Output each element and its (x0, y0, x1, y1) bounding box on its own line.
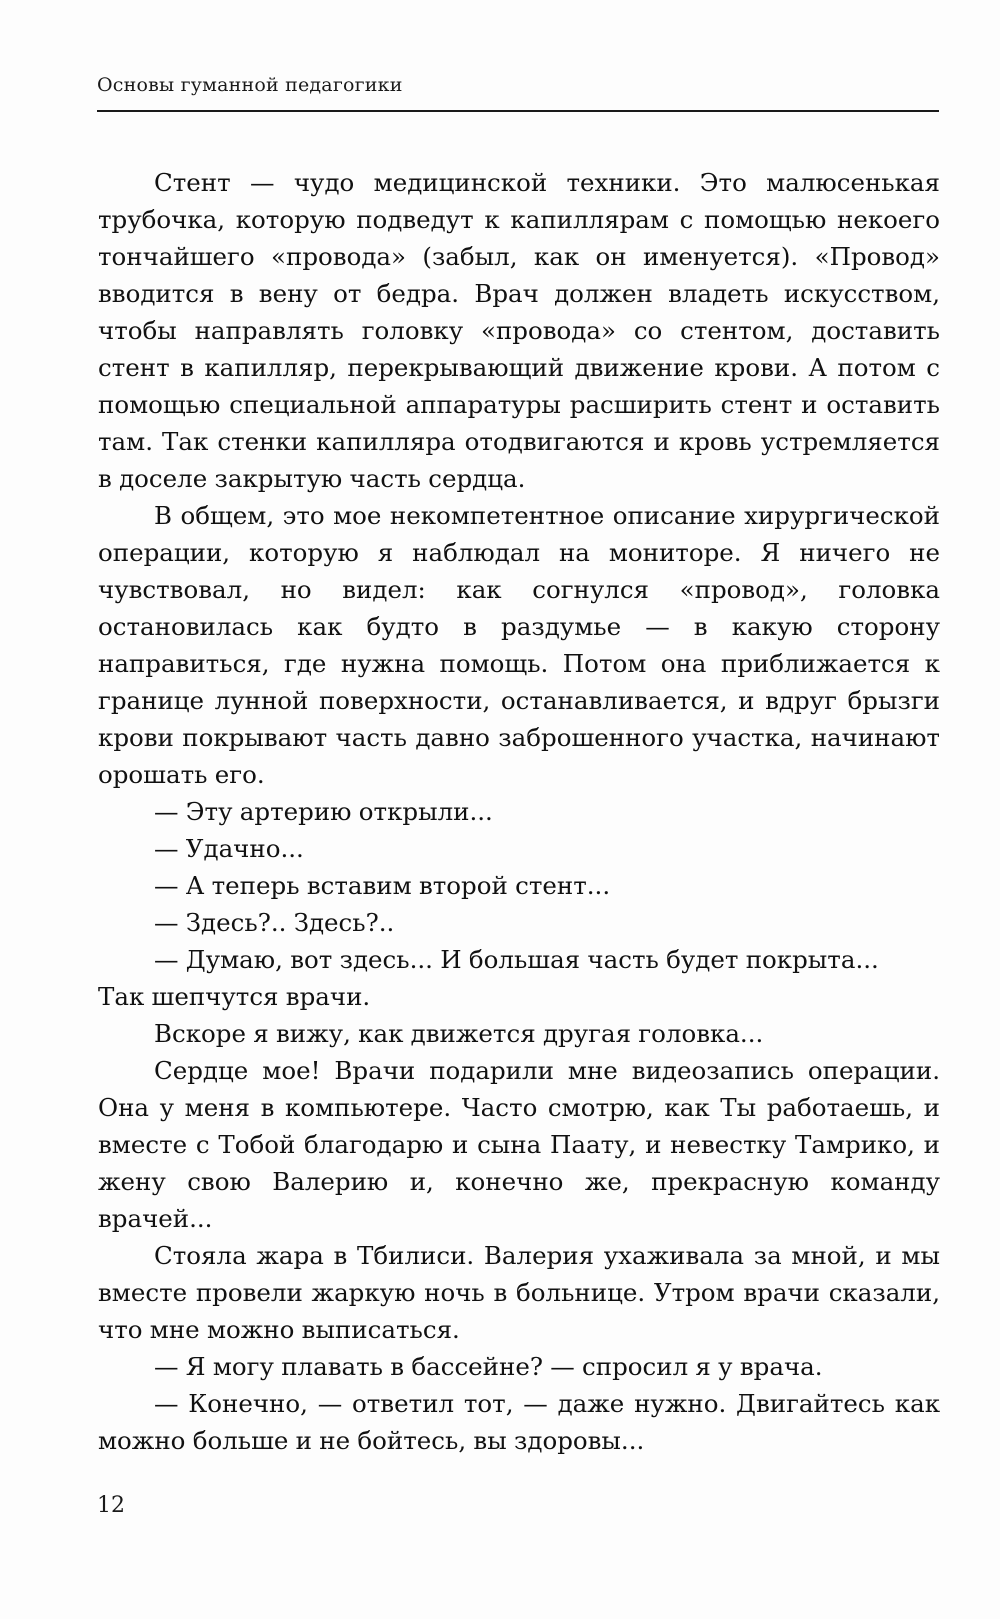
paragraph-continuation: Так шепчутся врачи. (98, 982, 371, 1011)
dialogue-line: — Эту артерию открыли... (154, 797, 493, 826)
paragraph-operation-description: В общем, это мое некомпетентное описание хирургической операции, которую я наблюдал на мониторе. Я ничего не чувствовал, но видел: как согнулся «провод», головка остановилась как будто в раздумье — в какую сторону направиться, где нужна помощь. Потом она приближается к границе лунной поверхности, останавливается, и вдруг брызги крови покрывают часть давно заброшенного участка, начинают орошать его. (98, 501, 940, 789)
dialogue-line: — Думаю, вот здесь... И большая часть будет покрыта... (154, 945, 879, 974)
paragraph-stent-description: Стент — чудо медицинской техники. Это малюсенькая трубочка, которую подведут к капиллярам с помощью некоего тончайшего «провода» (забыл, как он именуется). «Провод» вводится в вену от бедра. Врач должен владеть искусством, чтобы направлять головку «провода» со стентом, доставить стент в капилляр, перекрывающий движение крови. А потом с помощью специальной аппаратуры расширить стент и оставить там. Так стенки капилляра отодвигаются и кровь устремляется в доселе закрытую часть сердца. (98, 168, 940, 493)
paragraph: Вскоре я вижу, как движется другая головка... (154, 1019, 764, 1048)
dialogue-line: — Я могу плавать в бассейне? — спросил я у врача. (154, 1352, 823, 1381)
paragraph-heart-address: Сердце мое! Врачи подарили мне видеозапись операции. Она у меня в компьютере. Часто смотрю, как Ты работаешь, и вместе с Тобой благодарю и сына Паату, и невестку Тамрико, и жену свою Валерию и, конечно же, прекрасную команду врачей... (98, 1056, 940, 1233)
running-head-title: Основы гуманной педагогики (97, 74, 403, 96)
dialogue-line: — Удачно... (154, 834, 304, 863)
page-number: 12 (97, 1493, 125, 1518)
dialogue-line: — А теперь вставим второй стент... (154, 871, 611, 900)
body-text (98, 164, 940, 1459)
paragraph-tbilisi: Стояла жара в Тбилиси. Валерия ухаживала за мной, и мы вместе провели жаркую ночь в больнице. Утром врачи сказали, что мне можно выписаться. (98, 1241, 940, 1344)
header-rule (97, 110, 939, 112)
dialogue-line: — Здесь?.. Здесь?.. (154, 908, 395, 937)
dialogue-line: — Конечно, — ответил тот, — даже нужно. Двигайтесь как можно больше и не бойтесь, вы здоровы... (98, 1389, 940, 1455)
